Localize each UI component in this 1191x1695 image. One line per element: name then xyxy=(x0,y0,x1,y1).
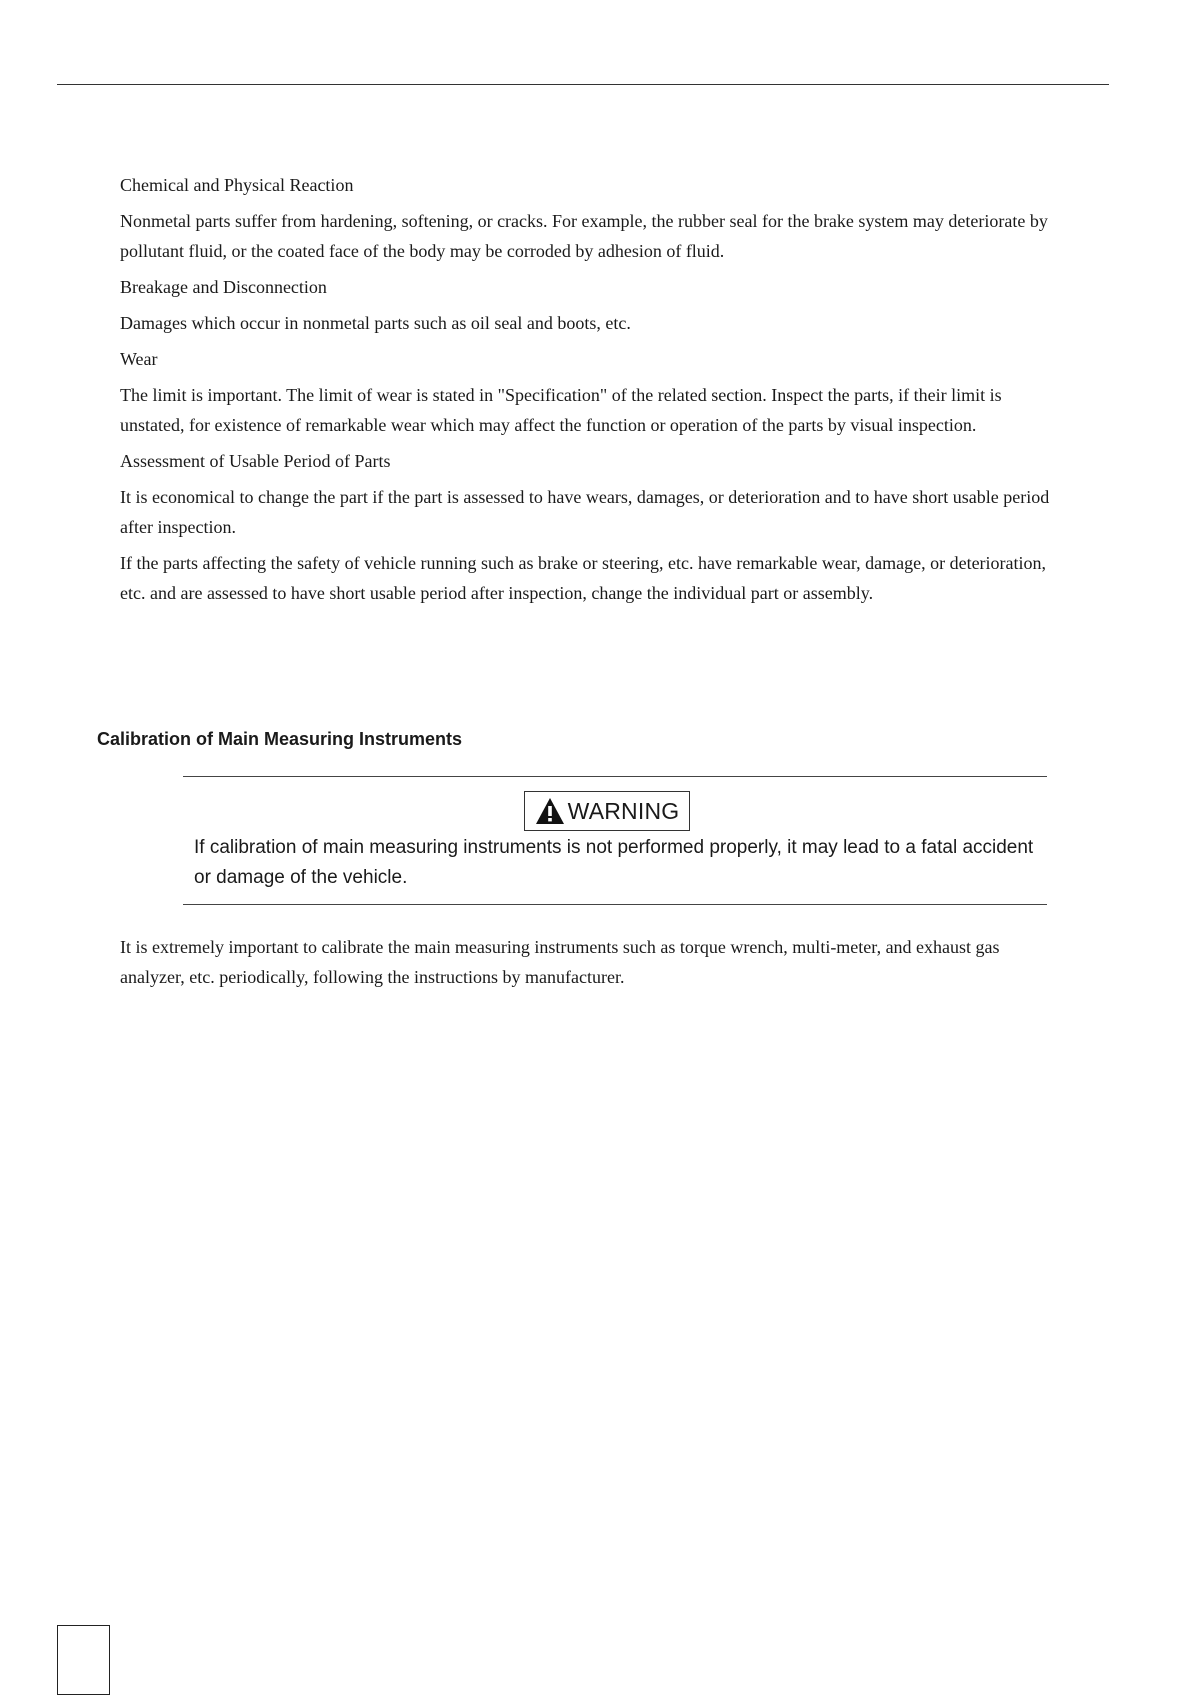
warning-box xyxy=(183,776,1047,905)
section-title-calibration: Calibration of Main Measuring Instruments xyxy=(97,729,463,749)
warning-text: If calibration of main measuring instruments is not performed properly, it may lead to a fatal accident or damage of the vehicle. xyxy=(194,837,1034,888)
warning-label xyxy=(524,791,690,831)
paragraph-usable-period-1: It is economical to change the part if the part is assessed to have wears, damages, or deterioration and to have short usable period after inspection. xyxy=(120,487,1050,537)
calibration-paragraph: It is extremely important to calibrate the main measuring instruments such as torque wrench, multi-meter, and exhaust gas analyzer, etc. periodically, following the instructions by manufacturer. xyxy=(120,937,1000,987)
paragraph-chemical: Nonmetal parts suffer from hardening, softening, or cracks. For example, the rubber seal for the brake system may deteriorate by pollutant fluid, or the coated face of the body may be corroded by adhesion of fluid. xyxy=(120,211,1048,261)
warning-triangle-icon xyxy=(535,797,565,825)
inspection-content xyxy=(120,170,1050,614)
paragraph-breakage: Damages which occur in nonmetal parts such as oil seal and boots, etc. xyxy=(120,313,631,333)
warning-label-text: WARNING xyxy=(567,797,680,824)
page-number-box xyxy=(57,1625,110,1695)
header-rule xyxy=(57,84,1109,85)
paragraph-usable-period-2: If the parts affecting the safety of vehicle running such as brake or steering, etc. have remarkable wear, damage, or deterioration, etc. and are assessed to have short usable period after inspection, change the individual part or assembly. xyxy=(120,553,1047,603)
paragraph-wear: The limit is important. The limit of wear is stated in "Specification" of the related section. Inspect the parts, if their limit is unstated, for existence of remarkable wear which may affect the function or operation of the parts by visual inspection. xyxy=(120,385,1002,435)
subheading-wear: Wear xyxy=(120,349,158,369)
subheading-breakage: Breakage and Disconnection xyxy=(120,277,327,297)
subheading-usable-period: Assessment of Usable Period of Parts xyxy=(120,451,391,471)
subheading-chemical: Chemical and Physical Reaction xyxy=(120,175,354,195)
